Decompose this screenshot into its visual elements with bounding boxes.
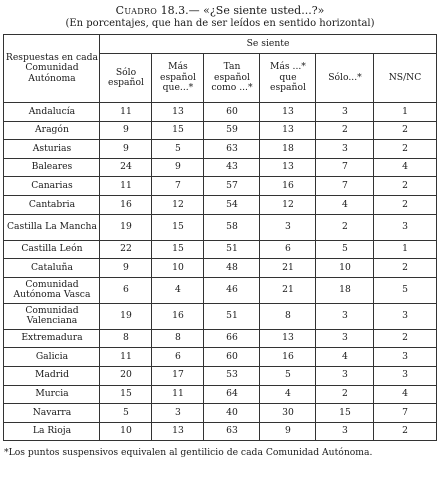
table-body	[4, 103, 436, 441]
region-name: Canarias	[4, 177, 100, 196]
group-header: Se siente	[100, 35, 436, 54]
table-cell: 13	[260, 329, 316, 348]
region-name: Andalucía	[4, 103, 100, 122]
table-cell: 57	[204, 177, 260, 196]
table-cell: 51	[204, 303, 260, 329]
table-cell: 1	[374, 103, 436, 122]
table-cell: 30	[260, 404, 316, 423]
table-cell: 4	[374, 385, 436, 404]
table-cell: 20	[100, 366, 152, 385]
table-cell: 2	[374, 422, 436, 441]
table-cell: 4	[152, 277, 204, 303]
table-cell: 10	[152, 259, 204, 278]
table-cell: 6	[152, 348, 204, 367]
table-cell: 2	[316, 385, 374, 404]
table-cell: 1	[374, 240, 436, 259]
table-cell: 3	[316, 422, 374, 441]
table-cell: 3	[316, 329, 374, 348]
table-cell: 53	[204, 366, 260, 385]
table-row	[4, 140, 436, 159]
table-cell: 3	[374, 366, 436, 385]
table-cell: 4	[374, 158, 436, 177]
table-cell: 5	[152, 140, 204, 159]
region-name: Murcia	[4, 385, 100, 404]
table-cell: 40	[204, 404, 260, 423]
column-header: Sólo...*	[316, 54, 374, 103]
table-row	[4, 259, 436, 278]
table-cell: 3	[316, 366, 374, 385]
table-cell: 66	[204, 329, 260, 348]
table-cell: 15	[152, 121, 204, 140]
table-cell: 7	[152, 177, 204, 196]
table-row	[4, 240, 436, 259]
column-header: Más español que...*	[152, 54, 204, 103]
title-prefix: Cuadro	[115, 4, 158, 17]
table-cell: 9	[100, 140, 152, 159]
data-table	[3, 34, 436, 441]
table-cell: 2	[374, 140, 436, 159]
table-cell: 8	[152, 329, 204, 348]
table-cell: 15	[152, 240, 204, 259]
table-cell: 3	[316, 303, 374, 329]
table-cell: 19	[100, 214, 152, 240]
table-title	[0, 4, 440, 17]
table-row	[4, 385, 436, 404]
table-cell: 21	[260, 259, 316, 278]
table-cell: 60	[204, 103, 260, 122]
table-cell: 60	[204, 348, 260, 367]
table-cell: 59	[204, 121, 260, 140]
region-name: Extremadura	[4, 329, 100, 348]
table-cell: 63	[204, 140, 260, 159]
table-cell: 17	[152, 366, 204, 385]
table-cell: 63	[204, 422, 260, 441]
table-cell: 7	[316, 177, 374, 196]
table-cell: 51	[204, 240, 260, 259]
table-cell: 9	[152, 158, 204, 177]
table-cell: 2	[374, 259, 436, 278]
table-cell: 3	[374, 348, 436, 367]
table-cell: 13	[260, 121, 316, 140]
table-cell: 2	[316, 214, 374, 240]
table-cell: 46	[204, 277, 260, 303]
table-cell: 8	[100, 329, 152, 348]
table-row	[4, 158, 436, 177]
row-header: Respuestas en cada Comunidad Autónoma	[4, 35, 100, 103]
table-cell: 6	[260, 240, 316, 259]
table-subtitle: (En porcentajes, que han de ser leídos en sentido horizontal)	[65, 18, 375, 29]
table-row	[4, 348, 436, 367]
table-cell: 6	[100, 277, 152, 303]
table-cell: 54	[204, 195, 260, 214]
table-cell: 13	[260, 103, 316, 122]
table-row	[4, 177, 436, 196]
table-cell: 13	[152, 103, 204, 122]
table-cell: 3	[374, 214, 436, 240]
table-cell: 16	[152, 303, 204, 329]
table-cell: 21	[260, 277, 316, 303]
table-cell: 11	[152, 385, 204, 404]
region-name: Asturias	[4, 140, 100, 159]
table-cell: 24	[100, 158, 152, 177]
region-name: La Rioja	[4, 422, 100, 441]
column-header: Sólo español	[100, 54, 152, 103]
table-cell: 7	[374, 404, 436, 423]
table-cell: 3	[316, 103, 374, 122]
table-cell: 16	[260, 177, 316, 196]
table-cell: 4	[316, 195, 374, 214]
table-cell: 12	[152, 195, 204, 214]
table-cell: 9	[260, 422, 316, 441]
region-name: Castilla León	[4, 240, 100, 259]
table-cell: 15	[100, 385, 152, 404]
region-name: Comunidad Autónoma Vasca	[4, 277, 100, 303]
table-cell: 9	[100, 259, 152, 278]
table-cell: 5	[316, 240, 374, 259]
footnote: *Los puntos suspensivos equivalen al gentilicio de cada Comunidad Autónoma.	[4, 447, 373, 459]
column-header: Tan español como ...*	[204, 54, 260, 103]
table-cell: 11	[100, 103, 152, 122]
title-text: 18.3.— «¿Se siente usted...?»	[157, 4, 325, 17]
region-name: Aragón	[4, 121, 100, 140]
region-name: Navarra	[4, 404, 100, 423]
table-cell: 58	[204, 214, 260, 240]
table-row	[4, 366, 436, 385]
table-cell: 5	[374, 277, 436, 303]
table-row	[4, 422, 436, 441]
region-name: Cantabria	[4, 195, 100, 214]
table-cell: 2	[374, 177, 436, 196]
table-row	[4, 121, 436, 140]
table-cell: 3	[260, 214, 316, 240]
table-cell: 5	[260, 366, 316, 385]
table-cell: 3	[374, 303, 436, 329]
table-cell: 43	[204, 158, 260, 177]
table-caption	[0, 4, 440, 30]
table-cell: 10	[100, 422, 152, 441]
table-row	[4, 303, 436, 329]
table-cell: 13	[260, 158, 316, 177]
table-cell: 13	[152, 422, 204, 441]
table-cell: 9	[100, 121, 152, 140]
table-cell: 8	[260, 303, 316, 329]
region-name: Baleares	[4, 158, 100, 177]
table-cell: 15	[316, 404, 374, 423]
region-name: Madrid	[4, 366, 100, 385]
region-name: Cataluña	[4, 259, 100, 278]
table-cell: 18	[260, 140, 316, 159]
table-cell: 22	[100, 240, 152, 259]
table-cell: 2	[316, 121, 374, 140]
table-cell: 15	[152, 214, 204, 240]
table-row	[4, 103, 436, 122]
column-header: Más ...* que español	[260, 54, 316, 103]
table-row	[4, 214, 436, 240]
table-cell: 10	[316, 259, 374, 278]
region-name: Castilla La Mancha	[4, 214, 100, 240]
table-cell: 3	[316, 140, 374, 159]
table-cell: 16	[100, 195, 152, 214]
table-cell: 4	[316, 348, 374, 367]
table-row	[4, 195, 436, 214]
table-cell: 7	[316, 158, 374, 177]
table-cell: 18	[316, 277, 374, 303]
table-cell: 48	[204, 259, 260, 278]
table-row	[4, 404, 436, 423]
table-cell: 16	[260, 348, 316, 367]
table-cell: 2	[374, 195, 436, 214]
table-row	[4, 277, 436, 303]
table-cell: 3	[152, 404, 204, 423]
table-cell: 19	[100, 303, 152, 329]
table-cell: 4	[260, 385, 316, 404]
region-name: Galicia	[4, 348, 100, 367]
table-cell: 2	[374, 121, 436, 140]
table-cell: 11	[100, 348, 152, 367]
table-row	[4, 329, 436, 348]
table-cell: 12	[260, 195, 316, 214]
table-cell: 11	[100, 177, 152, 196]
table-cell: 64	[204, 385, 260, 404]
column-header: NS/NC	[374, 54, 436, 103]
region-name: Comunidad Valenciana	[4, 303, 100, 329]
table-cell: 5	[100, 404, 152, 423]
table-cell: 2	[374, 329, 436, 348]
